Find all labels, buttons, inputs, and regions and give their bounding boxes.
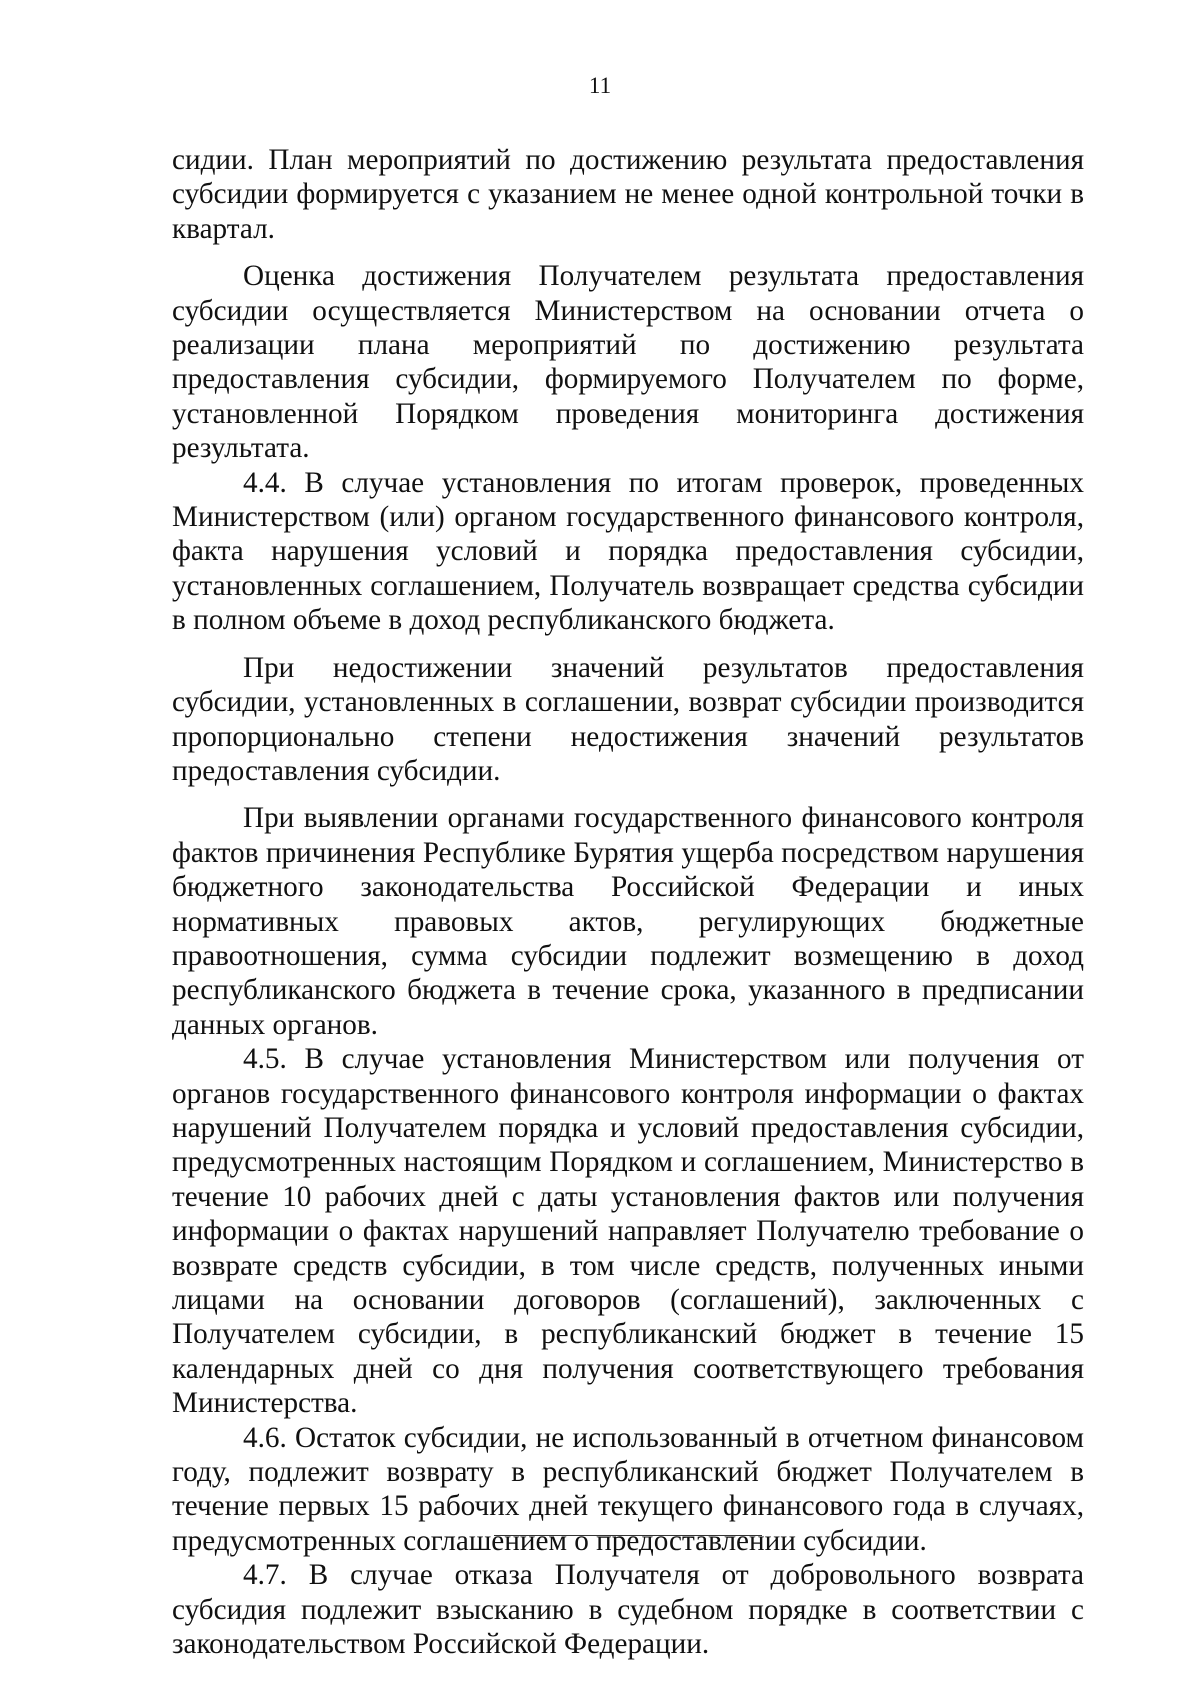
document-body xyxy=(172,143,1084,1661)
paragraph-4-6: 4.6. Остаток субсидии, не использованный в отчетном финансовом году, подлежит возврату в республиканский бюджет Получателем в течение первых 15 рабочих дней текущего финансового года в случаях, предусмотренных соглашением о предоставлении субсидии. xyxy=(172,1421,1084,1557)
paragraph-4-4: 4.4. В случае установления по итогам проверок, проведенных Министерством (или) органом государственного финансового контроля, факта нарушения условий и порядка предоставления субсидии, установленных соглашением, Получатель возвращает средства субсидии в полном объеме в доход республиканского бюджета. xyxy=(172,466,1084,637)
end-divider-line xyxy=(494,1535,762,1536)
paragraph-4-5: 4.5. В случае установления Министерством или получения от органов государственного финансового контроля информации о фактах нарушений Получателем порядка и условий предоставления субсидии, предусмотренных настоящим Порядком и соглашением, Министерство в течение 10 рабочих дней с даты установления фактов или получения информации о фактах нарушений направляет Получателю требование о возврате средств субсидии, в том числе средств, полученных иными лицами на основании договоров (соглашений), заключенных с Получателем субсидии, в республиканский бюджет в течение 15 календарных дней со дня получения соответствующего требования Министерства. xyxy=(172,1043,1084,1420)
paragraph-non-achievement: При недостижении значений результатов предоставления субсидии, установленных в соглашении, возврат субсидии производится пропорционально степени недостижения значений результатов предоставления субсидии. xyxy=(172,651,1084,787)
page-number: 11 xyxy=(588,73,612,98)
paragraph-continuation: сидии. План мероприятий по достижению результата предоставления субсидии формируется с указанием не менее одной контрольной точки в квартал. xyxy=(172,144,1084,245)
paragraph-result-assessment: Оценка достижения Получателем результата предоставления субсидии осуществляется Министерством на основании отчета о реализации плана мероприятий по достижению результата предоставления субсидии, формируемого Получателем по форме, установленной Порядком проведения мониторинга достижения результата. xyxy=(172,260,1084,465)
paragraph-damage-detection: При выявлении органами государственного финансового контроля фактов причинения Республике Бурятия ущерба посредством нарушения бюджетного законодательства Российской Федерации и иных нормативных правовых актов, регулирующих бюджетные правоотношения, сумма субсидии подлежит возмещению в доход республиканского бюджета в течение срока, указанного в предписании данных органов. xyxy=(172,802,1084,1041)
paragraph-4-7: 4.7. В случае отказа Получателя от добровольного возврата субсидия подлежит взысканию в судебном порядке в соответствии с законодательством Российской Федерации. xyxy=(172,1559,1084,1661)
